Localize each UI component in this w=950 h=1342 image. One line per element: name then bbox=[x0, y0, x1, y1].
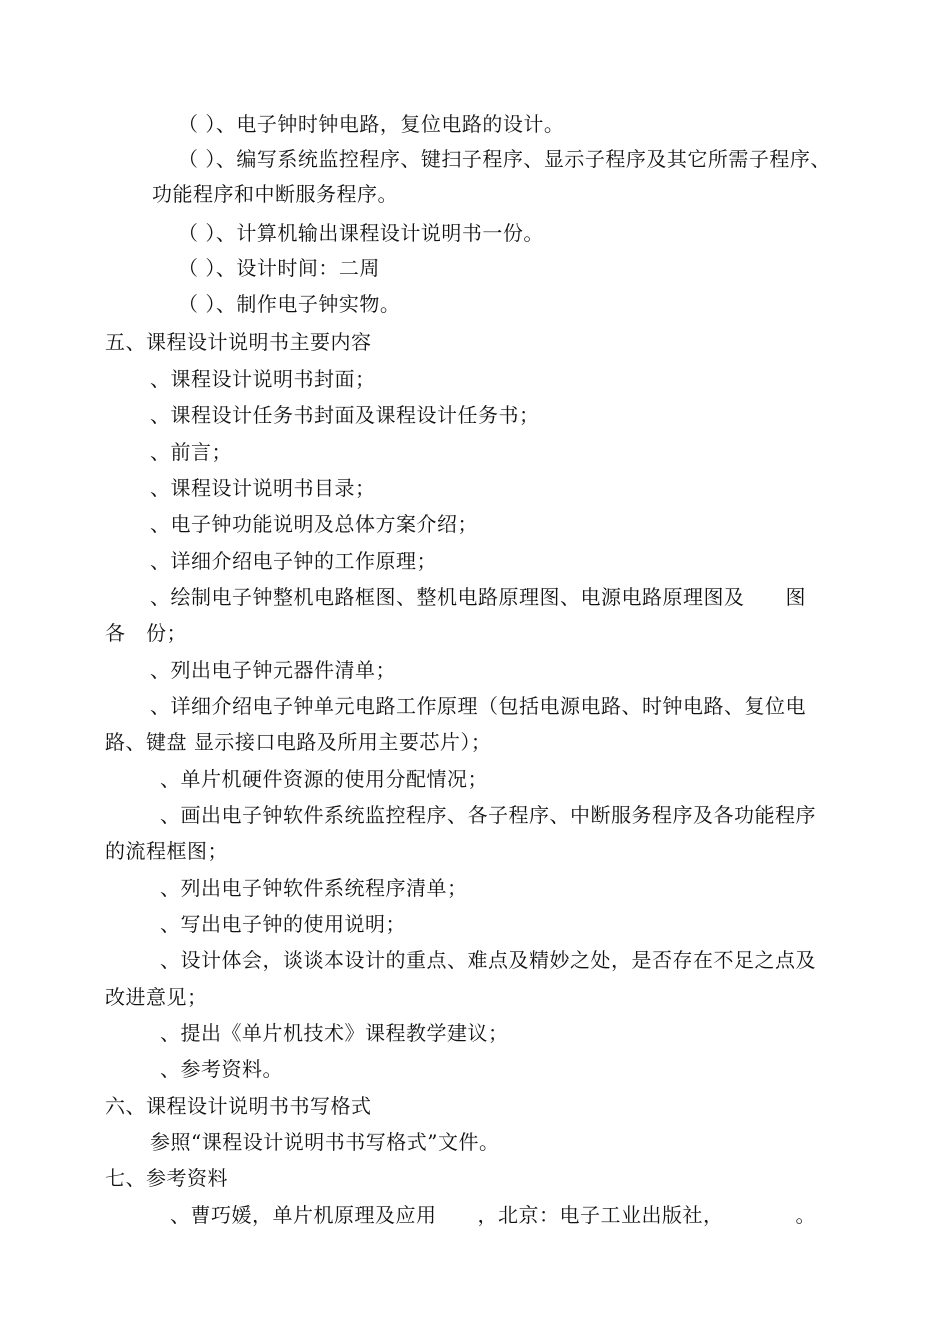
list-item: 、绘制电子钟整机电路框图、整机电路原理图、电源电路原理图及 图 bbox=[150, 585, 806, 609]
section-heading: 六、课程设计说明书书写格式 bbox=[105, 1094, 372, 1118]
reference-item: 、曹巧媛，单片机原理及应用 ，北京：电子工业出版社， 。 bbox=[170, 1203, 816, 1227]
list-item: 、课程设计说明书封面； bbox=[150, 367, 376, 391]
list-item: 、课程设计说明书目录； bbox=[150, 476, 376, 500]
list-item-continuation: 路、键盘 显示接口电路及所用主要芯片）； bbox=[105, 730, 492, 754]
list-item: 、参考资料。 bbox=[160, 1057, 283, 1081]
text-line: （ ）、电子钟时钟电路，复位电路的设计。 bbox=[178, 112, 565, 136]
section-heading: 五、课程设计说明书主要内容 bbox=[105, 330, 372, 354]
list-item: 、设计体会，谈谈本设计的重点、难点及精妙之处，是否存在不足之点及 bbox=[160, 948, 816, 972]
list-item: 、课程设计任务书封面及课程设计任务书； bbox=[150, 403, 540, 427]
list-item: 、详细介绍电子钟单元电路工作原理（包括电源电路、时钟电路、复位电 bbox=[150, 694, 806, 718]
text-line: 功能程序和中断服务程序。 bbox=[152, 182, 398, 206]
list-item: 、详细介绍电子钟的工作原理； bbox=[150, 549, 437, 573]
list-item-continuation: 的流程框图； bbox=[105, 839, 228, 863]
list-item: 、前言； bbox=[150, 440, 232, 464]
paragraph: 参照“课程设计说明书书写格式”文件。 bbox=[150, 1130, 500, 1154]
list-item: 、列出电子钟软件系统程序清单； bbox=[160, 876, 468, 900]
list-item: 、提出《单片机技术》课程教学建议； bbox=[160, 1021, 509, 1045]
list-item: 、画出电子钟软件系统监控程序、各子程序、中断服务程序及各功能程序 bbox=[160, 803, 816, 827]
list-item: 、写出电子钟的使用说明； bbox=[160, 912, 406, 936]
list-item: 、单片机硬件资源的使用分配情况； bbox=[160, 767, 488, 791]
text-line: （ ）、设计时间：二周 bbox=[178, 256, 380, 280]
list-item-continuation: 各 份； bbox=[105, 621, 187, 645]
text-line: （ ）、计算机输出课程设计说明书一份。 bbox=[178, 221, 544, 245]
text-line: （ ）、编写系统监控程序、键扫子程序、显示子程序及其它所需子程序、 bbox=[178, 147, 831, 171]
list-item-continuation: 改进意见； bbox=[105, 985, 208, 1009]
list-item: 、电子钟功能说明及总体方案介绍； bbox=[150, 512, 478, 536]
section-heading: 七、参考资料 bbox=[105, 1166, 228, 1190]
list-item: 、列出电子钟元器件清单； bbox=[150, 658, 396, 682]
text-line: （ ）、制作电子钟实物。 bbox=[178, 292, 401, 316]
